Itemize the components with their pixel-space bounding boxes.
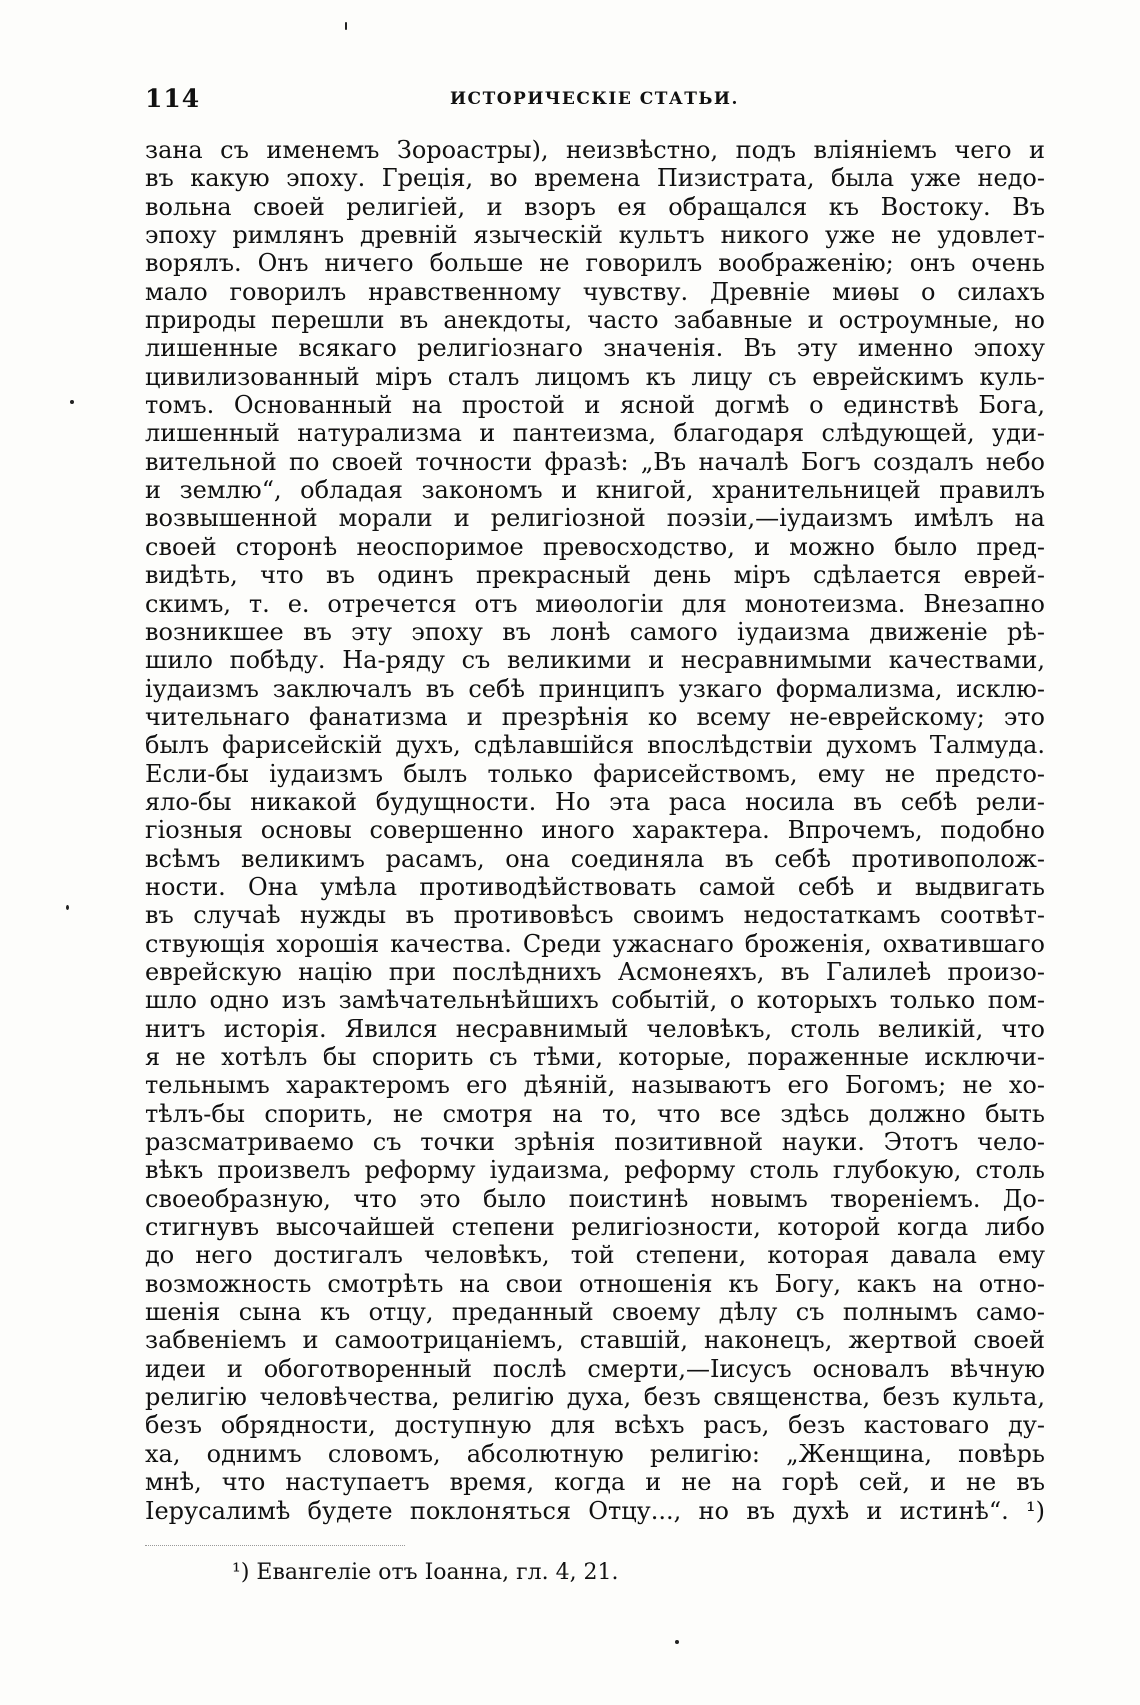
text-line: и землю“, обладая закономъ и книгой, хранительницей правилъ [145,476,1045,505]
text-line: лишенные всякаго религіознаго значенія. Въ эту именно эпоху [145,334,1045,363]
text-line: стигнувъ высочайшей степени религіозности, которой когда либо [145,1213,1045,1242]
footnote [232,1560,619,1585]
text-line: забвеніемъ и самоотрицаніемъ, ставшій, наконецъ, жертвой своей [145,1326,1045,1355]
text-line: до него достигалъ человѣкъ, той степени, которая давала ему [145,1241,1045,1270]
text-line: гіозныя основы совершенно иного характера. Впрочемъ, подобно [145,816,1045,845]
text-line: мнѣ, что наступаетъ время, когда и не на горѣ сей, и не въ [145,1468,1045,1497]
text-line: мало говорилъ нравственному чувству. Древніе миѳы о силахъ [145,277,1045,306]
text-line: возвышенной морали и религіозной поэзіи,—іудаизмъ имѣлъ на [145,504,1045,533]
text-line: вольна своей религіей, и взоръ ея обращался къ Востоку. Въ [145,192,1045,221]
scan-speck [345,22,347,30]
text-line: скимъ, т. е. отречется отъ миѳологіи для монотеизма. Внезапно [145,589,1045,618]
text-line: іудаизмъ заключалъ въ себѣ принципъ узкаго формализма, исклю- [145,674,1045,703]
text-line: томъ. Основанный на простой и ясной догмѣ о единствѣ Бога, [145,391,1045,420]
text-line: Іерусалимѣ будете поклоняться Отцу..., но въ духѣ и истинѣ“. ¹) [145,1496,1045,1525]
text-line: въ какую эпоху. Грецiя, во времена Пизистрата, была уже недо- [145,164,1045,193]
text-line: возможность смотрѣть на свои отношенія къ Богу, какъ на отно- [145,1269,1045,1298]
text-line: своеобразную, что это было поистинѣ новымъ твореніемъ. До- [145,1184,1045,1213]
text-line: эпоху римлянъ древній языческій культъ никого уже не удовлет- [145,221,1045,250]
text-line: вѣкъ произвелъ реформу іудаизма, реформу столь глубокую, столь [145,1156,1045,1185]
text-line: зана съ именемъ Зороастры), неизвѣстно, подъ вліяніемъ чего и [145,136,1045,164]
text-line: Если-бы іудаизмъ былъ только фарисействомъ, ему не предсто- [145,759,1045,788]
footnote-text: Евангеліе отъ Іоанна, гл. 4, 21. [256,1560,619,1585]
text-line: возникшее въ эту эпоху въ лонѣ самого іудаизма движеніе рѣ- [145,617,1045,646]
text-line: лишенный натурализма и пантеизма, благодаря слѣдующей, уди- [145,419,1045,448]
text-line: тѣлъ-бы спорить, не смотря на то, что все здѣсь должно быть [145,1099,1045,1128]
text-line: былъ фарисейскій духъ, сдѣлавшійся впослѣдствіи духомъ Талмуда. [145,731,1045,760]
text-line: безъ обрядности, доступную для всѣхъ расъ, безъ кастоваго ду- [145,1411,1045,1440]
scan-speck [675,1640,679,1644]
text-line: своей сторонѣ неоспоримое превосходство, и можно было пред- [145,532,1045,561]
text-line: я не хотѣлъ бы спорить съ тѣми, которые, пораженные исключи- [145,1043,1045,1071]
text-line: яло-бы никакой будущности. Но эта раса носила въ себѣ рели- [145,787,1045,816]
text-line: шенія сына къ отцу, преданный своему дѣлу съ полнымъ само- [145,1298,1045,1327]
text-line: природы перешли въ анекдоты, часто забавные и остроумные, но [145,306,1045,335]
footnote-separator [145,1545,405,1546]
page-header [145,84,1045,120]
main-text-block [145,136,1045,1525]
text-line: религію человѣчества, религію духа, безъ священства, безъ культа, [145,1383,1045,1412]
text-line: разсматриваемо съ точки зрѣнія позитивной науки. Этотъ чело- [145,1128,1045,1157]
text-line: еврейскую націю при послѣднихъ Асмонеяхъ, въ Галилеѣ произо- [145,957,1045,986]
footnote-marker: ¹) [232,1560,250,1585]
text-line: ворялъ. Онъ ничего больше не говорилъ воображенію; онъ очень [145,249,1045,278]
page-number: 114 [145,84,201,113]
scan-speck [70,400,74,404]
running-title: ИСТОРИЧЕСКІЕ СТАТЬИ. [450,89,739,109]
text-line: видѣть, что въ одинъ прекрасный день міръ сдѣлается еврей- [145,561,1045,590]
text-line: ха, однимъ словомъ, абсолютную религію: „Женщина, повѣрь [145,1439,1045,1468]
text-line: цивилизованный міръ сталъ лицомъ къ лицу съ еврейскимъ куль- [145,362,1045,391]
text-line: шило побѣду. На-ряду съ великими и несравнимыми качествами, [145,646,1045,675]
text-line: идеи и обоготворенный послѣ смерти,—Іисусъ основалъ вѣчную [145,1354,1045,1383]
text-line: шло одно изъ замѣчательнѣйшихъ событій, о которыхъ только пом- [145,986,1045,1015]
text-line: ствующія хорошія качества. Среди ужаснаго броженія, охватившаго [145,929,1045,958]
text-line: нитъ исторія. Явился несравнимый человѣкъ, столь великій, что [145,1014,1045,1043]
text-line: вительной по своей точности фразѣ: „Въ началѣ Богъ создалъ небо [145,447,1045,476]
text-line: чительнаго фанатизма и презрѣнія ко всему не-еврейскому; это [145,702,1045,731]
text-line: ности. Она умѣла противодѣйствовать самой себѣ и выдвигать [145,872,1045,901]
text-line: тельнымъ характеромъ его дѣяній, называютъ его Богомъ; не хо- [145,1071,1045,1100]
text-line: всѣмъ великимъ расамъ, она соединяла въ себѣ противополож- [145,844,1045,873]
scan-speck [66,905,69,910]
text-line: въ случаѣ нужды въ противовѣсъ своимъ недостаткамъ соотвѣт- [145,901,1045,930]
